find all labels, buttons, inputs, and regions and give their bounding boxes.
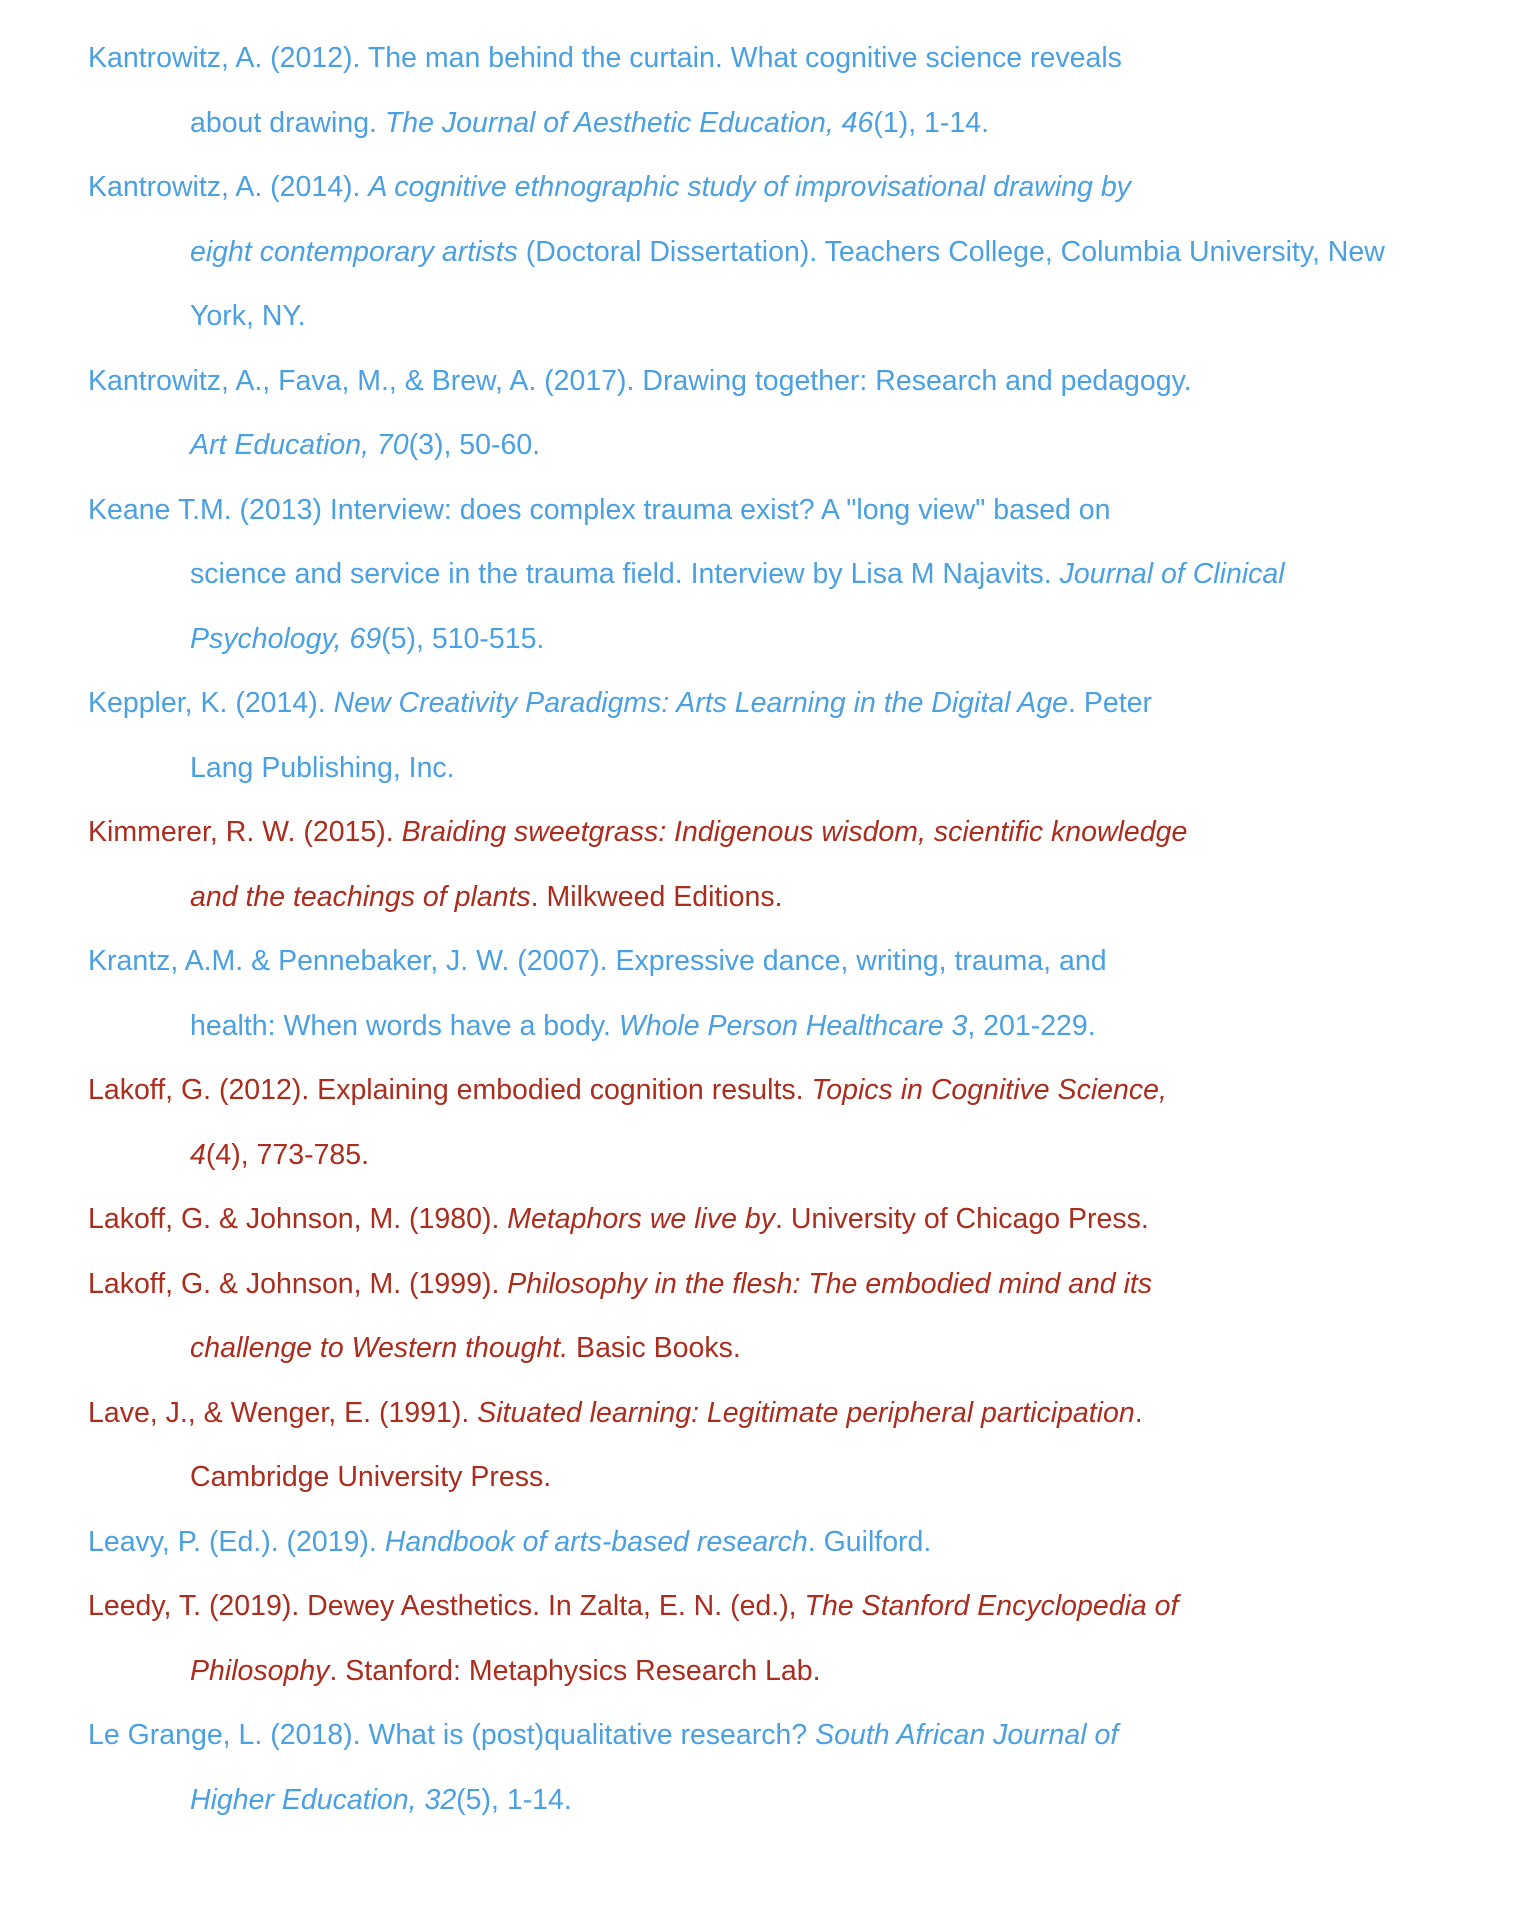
reference-line — [88, 26, 1486, 91]
reference-text-italic: A cognitive ethnographic study of improvisational drawing by — [368, 171, 1131, 203]
reference-line — [88, 91, 1486, 156]
reference-text-italic: Metaphors we live by — [507, 1203, 775, 1235]
reference-entry — [88, 1381, 1486, 1510]
reference-text-italic: Psychology, 69 — [190, 622, 382, 655]
reference-entry — [88, 1703, 1486, 1832]
reference-entry — [88, 26, 1486, 155]
reference-text: Lang Publishing, Inc. — [190, 751, 455, 784]
reference-text-italic: Situated learning: Legitimate peripheral participation — [477, 1396, 1135, 1429]
reference-text: (4), 773-785. — [205, 1138, 370, 1171]
reference-text-italic: and the teachings of plants — [190, 880, 531, 913]
reference-text-italic: Topics in Cognitive Science, — [811, 1074, 1167, 1106]
reference-text: Kantrowitz, A. (2014). — [88, 171, 369, 203]
reference-text: Cambridge University Press. — [190, 1461, 552, 1493]
reference-text-italic: Journal of Clinical — [1059, 558, 1285, 590]
reference-line — [88, 1639, 1486, 1704]
reference-text-italic: The Journal of Aesthetic Education, 46 — [384, 106, 874, 139]
reference-text: Lave, J., & Wenger, E. (1991). — [88, 1396, 478, 1429]
reference-text: Lakoff, G. (2012). Explaining embodied cognition results. — [88, 1074, 812, 1106]
reference-text: Lakoff, G. & Johnson, M. (1999). — [88, 1267, 508, 1300]
reference-entry — [88, 1252, 1486, 1381]
reference-text: Keane T.M. (2013) Interview: does complex trauma exist? A "long view" based on — [88, 493, 1111, 526]
reference-line — [88, 671, 1486, 736]
reference-entry — [88, 800, 1486, 929]
reference-text-italic: New Creativity Paradigms: Arts Learning in the Digital Age — [333, 687, 1069, 719]
reference-line — [88, 542, 1486, 607]
reference-text-italic: Higher Education, 32 — [190, 1783, 457, 1816]
reference-line — [88, 1381, 1486, 1446]
reference-line — [88, 349, 1486, 414]
reference-line — [88, 994, 1486, 1059]
reference-line — [88, 1058, 1486, 1123]
reference-line — [88, 1510, 1486, 1575]
reference-line — [88, 865, 1486, 930]
reference-line — [88, 607, 1486, 672]
reference-text: (5), 510-515. — [381, 622, 545, 655]
reference-text: . — [1134, 1396, 1143, 1429]
reference-text: Leavy, P. (Ed.). (2019). — [88, 1525, 385, 1558]
reference-line — [88, 478, 1486, 543]
reference-text-italic: Handbook of arts-based research — [384, 1525, 808, 1558]
reference-text-italic: Art Education, 70 — [190, 429, 409, 461]
reference-text-italic: 4 — [190, 1138, 206, 1171]
reference-text: , 201-229. — [967, 1009, 1096, 1042]
reference-text: (Doctoral Dissertation). Teachers College, Columbia University, New — [517, 235, 1385, 268]
reference-entry — [88, 1574, 1486, 1703]
reference-line — [88, 1187, 1486, 1252]
reference-text-italic: challenge to Western thought. — [190, 1332, 569, 1364]
reference-text: York, NY. — [190, 300, 306, 332]
reference-text: Le Grange, L. (2018). What is (post)qualitative research? — [88, 1719, 816, 1751]
reference-entry — [88, 478, 1486, 672]
reference-line — [88, 736, 1486, 801]
reference-line — [88, 1574, 1486, 1639]
reference-line — [88, 800, 1486, 865]
reference-line — [88, 1123, 1486, 1188]
reference-text-italic: Braiding sweetgrass: Indigenous wisdom, scientific knowledge — [401, 816, 1188, 848]
reference-line — [88, 1445, 1486, 1510]
reference-text: health: When words have a body. — [190, 1009, 619, 1042]
reference-text: Lakoff, G. & Johnson, M. (1980). — [88, 1203, 508, 1235]
reference-list — [88, 26, 1486, 1832]
reference-text: science and service in the trauma field. Interview by Lisa M Najavits. — [190, 558, 1060, 590]
reference-line — [88, 413, 1486, 478]
reference-text: (1), 1-14. — [873, 106, 990, 139]
reference-text: (3), 50-60. — [408, 429, 541, 461]
reference-line — [88, 284, 1486, 349]
reference-text-italic: Philosophy in the flesh: The embodied mind and its — [507, 1267, 1153, 1300]
reference-text-italic: eight contemporary artists — [190, 235, 518, 268]
reference-line — [88, 155, 1486, 220]
reference-line — [88, 929, 1486, 994]
reference-text: Krantz, A.M. & Pennebaker, J. W. (2007). Expressive dance, writing, trauma, and — [88, 945, 1107, 977]
reference-text: Basic Books. — [568, 1332, 741, 1364]
reference-entry — [88, 349, 1486, 478]
reference-text: . Guilford. — [807, 1525, 932, 1558]
reference-entry — [88, 1510, 1486, 1575]
reference-text: . University of Chicago Press. — [774, 1203, 1149, 1235]
reference-entry — [88, 1187, 1486, 1252]
reference-line — [88, 220, 1486, 285]
reference-entry — [88, 929, 1486, 1058]
reference-text: Keppler, K. (2014). — [88, 687, 334, 719]
reference-text: Leedy, T. (2019). Dewey Aesthetics. In Zalta, E. N. (ed.), — [88, 1590, 805, 1622]
reference-text-italic: South African Journal of — [815, 1719, 1119, 1751]
reference-text: Kantrowitz, A. (2012). The man behind the curtain. What cognitive science reveals — [88, 42, 1122, 74]
reference-line — [88, 1252, 1486, 1317]
reference-text: . Stanford: Metaphysics Research Lab. — [329, 1654, 821, 1687]
reference-text: about drawing. — [190, 106, 385, 139]
reference-text-italic: The Stanford Encyclopedia of — [804, 1590, 1179, 1622]
reference-text: Kimmerer, R. W. (2015). — [88, 816, 402, 848]
reference-text-italic: Philosophy — [190, 1654, 330, 1687]
reference-text: . Milkweed Editions. — [530, 880, 783, 913]
reference-entry — [88, 1058, 1486, 1187]
reference-entry — [88, 671, 1486, 800]
reference-line — [88, 1703, 1486, 1768]
reference-text: Kantrowitz, A., Fava, M., & Brew, A. (2017). Drawing together: Research and pedagogy. — [88, 364, 1192, 397]
reference-text-italic: Whole Person Healthcare 3 — [618, 1009, 968, 1042]
reference-entry — [88, 155, 1486, 349]
reference-line — [88, 1316, 1486, 1381]
reference-text: (5), 1-14. — [456, 1783, 572, 1816]
reference-line — [88, 1768, 1486, 1833]
reference-text: . Peter — [1068, 687, 1152, 719]
